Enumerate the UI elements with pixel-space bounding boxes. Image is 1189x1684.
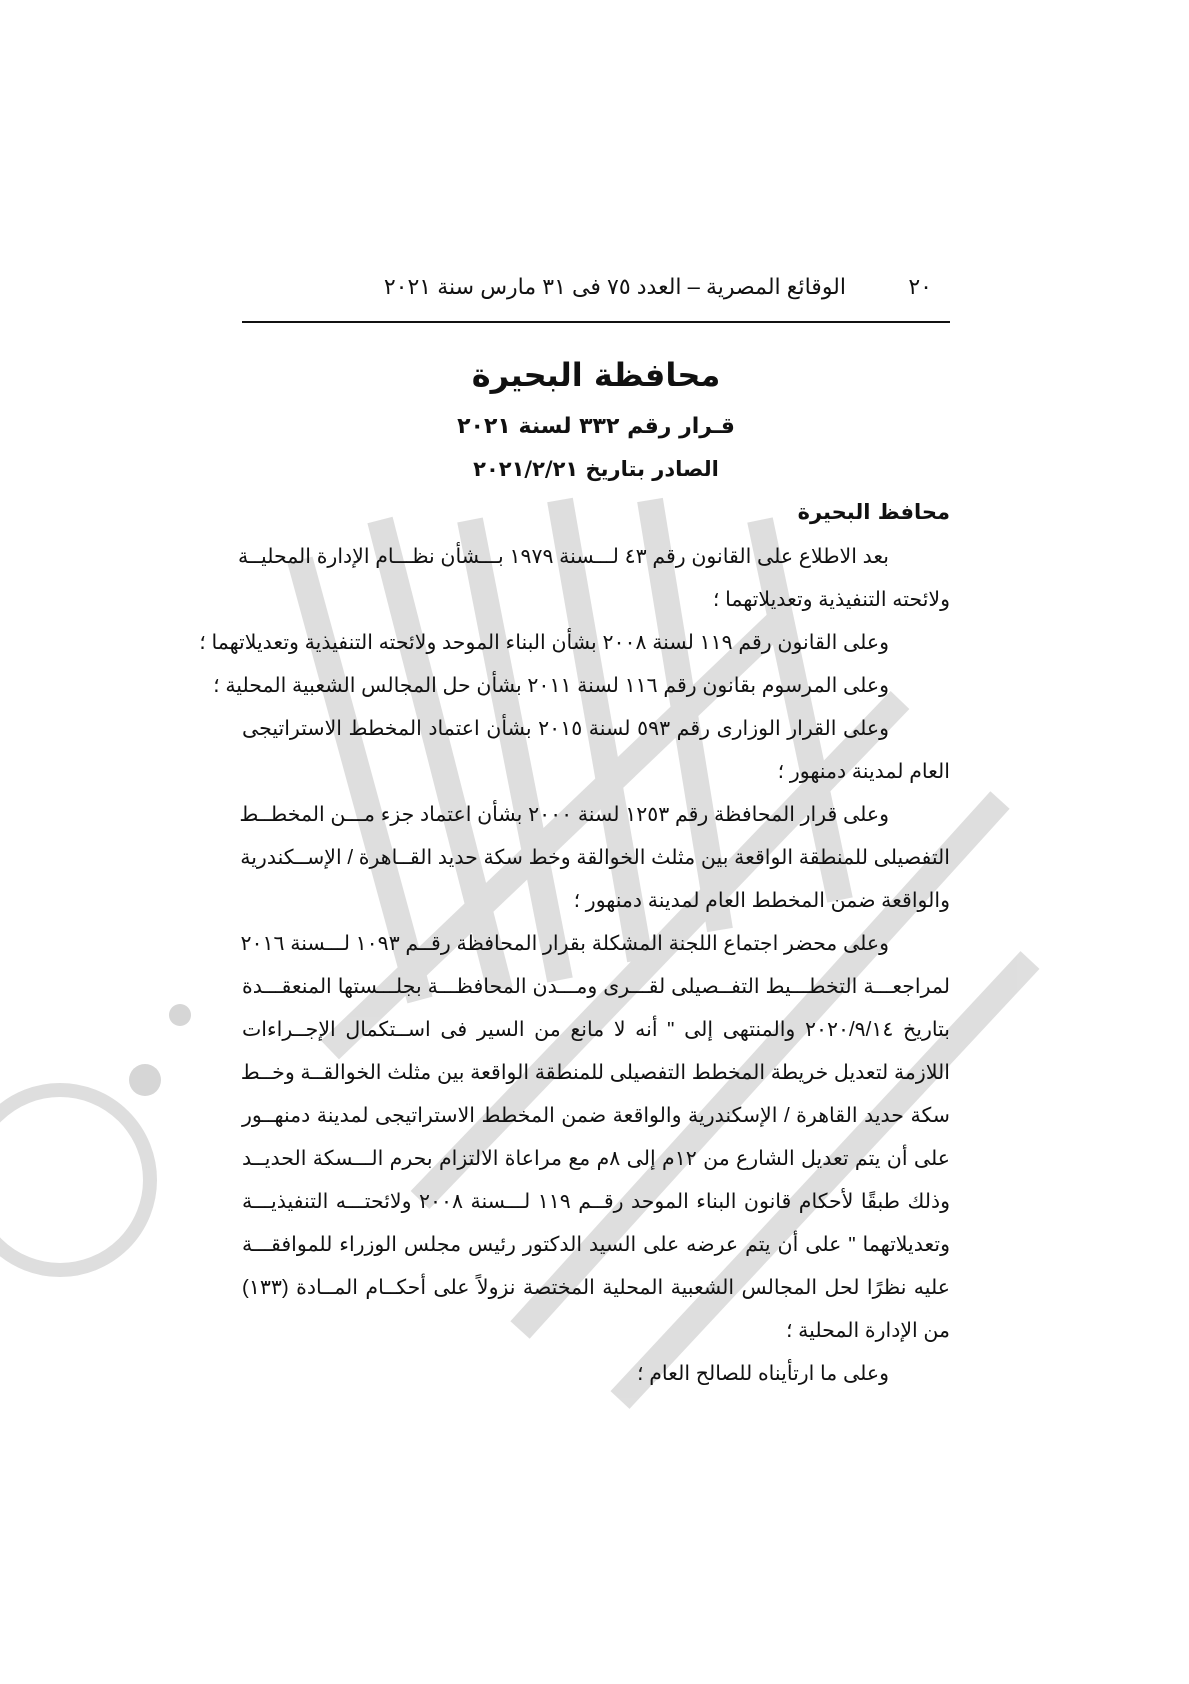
body-line: والواقعة ضمن المخطط العام لمدينة دمنهور ؛: [573, 889, 950, 912]
body-line: من الإدارة المحلية ؛: [785, 1319, 950, 1342]
body-line: وتعديلاتهما " على أن يتم عرضه على السيد الدكتور رئيس مجلس الوزراء للموافقـــة: [242, 1233, 950, 1256]
header-rule: [242, 321, 950, 323]
body-line: اللازمة لتعديل خريطة المخطط التفصيلى للمنطقة الواقعة بين مثلث الخوالقــة وخــط: [240, 1061, 950, 1084]
body-line: عليه نظرًا لحل المجالس الشعبية المحلية المختصة نزولاً على أحكــام المــادة (١٣٣): [242, 1276, 950, 1299]
body-line: بعد الاطلاع على القانون رقم ٤٣ لـــسنة ١٩٧٩ بـــشأن نظـــام الإدارة المحليــة: [238, 545, 889, 568]
governor-heading: محافظ البحيرة: [797, 500, 950, 524]
document-title: محافظة البحيرة: [471, 356, 721, 394]
body-line: التفصيلى للمنطقة الواقعة بين مثلث الخوالقة وخط سكة حديد القــاهرة / الإســكندرية: [240, 846, 950, 869]
decision-number: قـرار رقم ٣٣٢ لسنة ٢٠٢١: [457, 414, 735, 439]
body-line: وعلى محضر اجتماع اللجنة المشكلة بقرار المحافظة رقــم ١٠٩٣ لـــسنة ٢٠١٦: [240, 932, 889, 955]
body-line: العام لمدينة دمنهور ؛: [777, 760, 950, 783]
body-line: وعلى المرسوم بقانون رقم ١١٦ لسنة ٢٠١١ بشأن حل المجالس الشعبية المحلية ؛: [213, 674, 889, 697]
issue-date: الصادر بتاريخ ٢٠٢١/٢/٢١: [473, 457, 719, 481]
body-line: بتاريخ ٢٠٢٠/٩/١٤ والمنتهى إلى " أنه لا مانع من السير فى اســتكمال الإجــراءات: [242, 1018, 951, 1041]
body-line: ولائحته التنفيذية وتعديلاتهما ؛: [712, 588, 950, 611]
body-line: على أن يتم تعديل الشارع من ١٢م إلى ٨م مع مراعاة الالتزام بحرم الـــسكة الحديــد: [242, 1147, 950, 1170]
page-header: [242, 274, 950, 306]
body-line: لمراجعـــة التخطـــيط التفــصيلى لقـــرى ومـــدن المحافظـــة بجلـــستها المنعقـــدة: [242, 975, 950, 998]
publication-title: الوقائع المصرية – العدد ٧٥ فى ٣١ مارس سنة ٢٠٢١: [383, 274, 846, 299]
body-line: وذلك طبقًا لأحكام قانون البناء الموحد رقــم ١١٩ لـــسنة ٢٠٠٨ ولائحتـــه التنفيذيـــة: [242, 1190, 950, 1213]
body-line: وعلى قرار المحافظة رقم ١٢٥٣ لسنة ٢٠٠٠ بشأن اعتماد جزء مـــن المخطــط: [239, 803, 889, 826]
body-line: وعلى القرار الوزارى رقم ٥٩٣ لسنة ٢٠١٥ بشأن اعتماد المخطط الاستراتيجى: [242, 717, 890, 740]
body-line: وعلى القانون رقم ١١٩ لسنة ٢٠٠٨ بشأن البناء الموحد ولائحته التنفيذية وتعديلاتهما ؛: [199, 631, 889, 654]
page-number: ٢٠: [908, 274, 932, 299]
body-line: سكة حديد القاهرة / الإسكندرية والواقعة ضمن المخطط الاستراتيجى لمدينة دمنهــور: [242, 1104, 950, 1127]
body-line: وعلى ما ارتأيناه للصالح العام ؛: [637, 1362, 889, 1385]
